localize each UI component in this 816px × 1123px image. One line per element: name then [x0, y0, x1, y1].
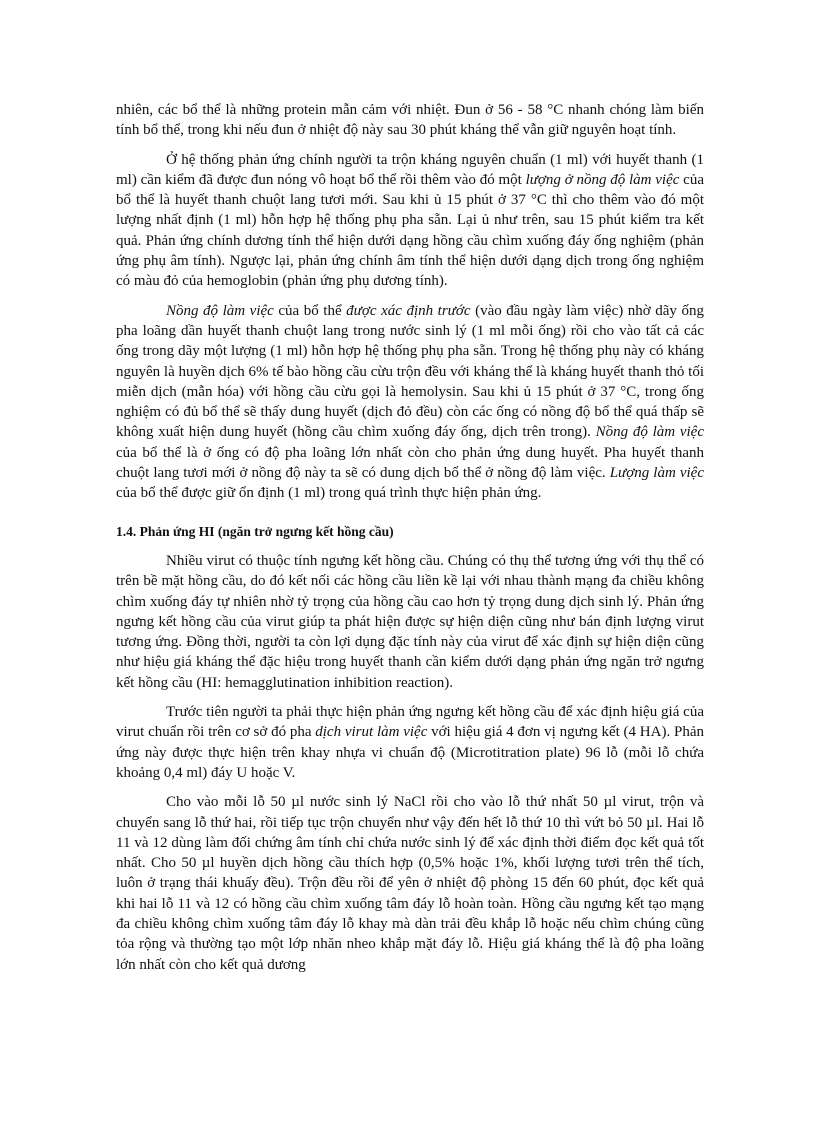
paragraph [116, 551, 704, 693]
section-hi-reaction [116, 551, 704, 975]
paragraph [116, 702, 704, 783]
paragraph-text: Ở hệ thống phản ứng chính người ta trộn kháng nguyên chuẩn (1 ml) với huyết thanh (1 ml) cần kiểm đã được đun nóng vô hoạt bổ thể rồi thêm vào đó một [116, 151, 704, 188]
paragraph-text: của bổ thể [273, 302, 347, 319]
italic-term: Nồng độ làm việc [595, 424, 704, 441]
paragraph [116, 792, 704, 975]
paragraph-text: của bổ thể là ở ống có độ pha loãng lớn nhất còn cho phản ứng dung huyết. Pha huyết thanh chuột lang tươi mới ở nồng độ này ta sẽ có dung dịch bổ thể ở nồng độ làm việc. [116, 444, 704, 482]
paragraph-text: với hiệu giá 4 đơn vị ngưng kết (4 HA). Phản ứng này được thực hiện trên khay nhựa vi chuẩn độ (Microtitration plate) 96 lỗ (mỗi lỗ chứa khoảng 0,4 ml) đáy U hoặc V. [116, 724, 704, 781]
italic-term: Nồng độ làm việc [166, 302, 274, 319]
paragraph [116, 301, 704, 504]
paragraph-text: (vào đầu ngày làm việc) nhờ dãy ống pha loãng dần huyết thanh chuột lang trong nước sinh lý (1 ml mỗi ống) rồi cho vào tất cả các ống trong dãy một lượng (1 ml) hỗn hợp hệ thống phụ pha sẵn. Trong hệ thống phụ này có kháng nguyên là huyền dịch 6% tế bào hồng cầu cừu trộn đều với kháng thể là kháng huyết thanh thỏ tối miễn dịch (mẫn hóa) với hồng cầu cừu gọi là hemolysin. Sau khi ủ 15 phút ở 37 °C, trong ống nghiệm có đủ bổ thể sẽ thấy dung huyết (dịch đỏ đều) còn các ống có nồng độ bổ thể quá thấp sẽ không xuất hiện dung huyết (hồng cầu chìm xuống đáy ống, dịch trên trong). [116, 302, 704, 441]
paragraph-text: của bổ thể là huyết thanh chuột lang tươi mới. Sau khi ủ 15 phút ở 37 °C thì cho thêm vào đó một lượng nhất định (1 ml) hỗn hợp hệ thống phụ pha sẵn. Lại ủ như trên, sau 15 phút kiểm tra kết quả. Phản ứng chính dương tính thể hiện dưới dạng hồng cầu chìm xuống đáy ống nghiệm (phản ứng phụ âm tính). Ngược lại, phản ứng chính âm tính thể hiện dưới dạng dịch trong ống nghiệm có màu đỏ của hemoglobin (phản ứng phụ dương tính). [116, 171, 704, 290]
italic-term: lượng ở nồng độ làm việc [525, 171, 680, 188]
italic-term: Lượng làm việc [609, 465, 704, 482]
section-heading: 1.4. Phản ứng HI (ngăn trở ngưng kết hồng cầu) [116, 523, 394, 539]
paragraph-text: Cho vào mỗi lỗ 50 µl nước sinh lý NaCl rồi cho vào lỗ thứ nhất 50 µl virut, trộn và chuyển sang lỗ thứ hai, rồi tiếp tục trộn chuyển như vậy đến hết lỗ thứ 10 thì vứt bỏ 50 µl. Hai lỗ 11 và 12 dùng làm đối chứng âm tính chỉ chứa nước sinh lý để xác định thời điểm đọc kết quả tốt nhất. Cho 50 µl huyền dịch hồng cầu thích hợp (0,5% hoặc 1%, khối lượng tươi trên thể tích, luôn ở trạng thái khuấy đều). Trộn đều rồi để yên ở nhiệt độ phòng 15 đến 60 phút, đọc kết quả khi hai lỗ 11 và 12 có hồng cầu chìm xuống tâm đáy lỗ hoàn toàn. Hồng cầu ngưng kết tạo mạng đa chiều không chìm xuống tâm đáy lỗ khay mà dàn trải đều khắp lỗ hoặc nếu chìm chúng cũng tỏa rộng và thường tạo một lớp nhăn nheo khắp mặt đáy lỗ. Hiệu giá kháng thể là độ pha loãng lớn nhất còn cho kết quả dương [116, 794, 704, 973]
italic-term: dịch virut làm việc [315, 724, 428, 741]
paragraph-text: Trước tiên người ta phải thực hiện phản ứng ngưng kết hồng cầu để xác định hiệu giá của virut chuẩn rồi trên cơ sở đó pha [116, 704, 704, 741]
paragraph [116, 150, 704, 292]
paragraph-text: của bổ thể được giữ ổn định (1 ml) trong quá trình thực hiện phản ứng. [116, 485, 542, 502]
section-complement-fixation [116, 100, 704, 504]
italic-term: được xác định trước [346, 302, 471, 319]
paragraph-text: Nhiều virut có thuộc tính ngưng kết hồng cầu. Chúng có thụ thể tương ứng với thụ thể có trên bề mặt hồng cầu, do đó kết nối các hồng cầu liền kề lại với nhau thành mạng đa chiều không chìm xuống đáy tự nhiên nhờ tỷ trọng của hồng cầu cao hơn tỷ trọng dung dịch sinh lý. Phản ứng ngưng kết hồng cầu của virut giúp ta phát hiện được sự hiện diện cũng như bán định lượng virut tương ứng. Đồng thời, người ta còn lợi dụng đặc tính này của virut để xác định sự hiện diện cũng như hiệu giá kháng thể đặc hiệu trong huyết thanh cần kiểm dưới dạng phản ứng ngăn trở ngưng kết hồng cầu (HI: hemagglutination inhibition reaction). [116, 552, 704, 691]
paragraph [116, 100, 704, 141]
paragraph-text: nhiên, các bổ thể là những protein mẫn cảm với nhiệt. Đun ở 56 - 58 °C nhanh chóng làm biến tính bổ thể, trong khi nếu đun ở nhiệt độ này sau 30 phút kháng thể vẫn giữ nguyên hoạt tính. [116, 102, 704, 139]
document-page [116, 100, 704, 984]
